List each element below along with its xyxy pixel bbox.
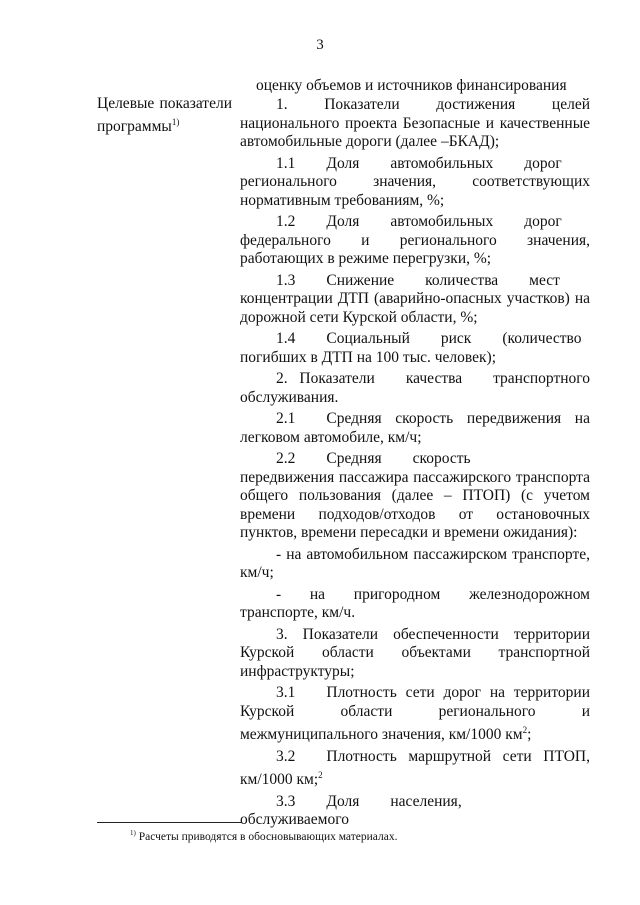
paragraph-1-2: 1.2 Доля автомобильных дорог федерального и регионального значения, работающих в режиме перегрузки, %; bbox=[240, 213, 590, 267]
superscript-2b: 2 bbox=[318, 770, 323, 781]
footnote-marker-bottom: 1) bbox=[130, 829, 136, 837]
footnote-divider bbox=[97, 822, 242, 823]
superscript-2: 2 bbox=[522, 725, 528, 735]
footnote-marker: 1) bbox=[171, 117, 180, 127]
paragraph-1-1: 1.1 Доля автомобильных дорог регионального значения, соответствующих нормативным требованиям, %; bbox=[240, 154, 590, 209]
paragraph-3-2 bbox=[240, 748, 590, 790]
page-number: 3 bbox=[316, 37, 324, 53]
paragraph-financing: оценку объемов и источников финансирования bbox=[256, 77, 567, 94]
paragraph-3-1-text: 3.1 Плотность сети дорог на территории Курской области регионального и межмуниципального значения, км/1000 км bbox=[240, 684, 590, 744]
paragraph-1-4: 1.4 Социальный риск (количество погибших в ДТП на 100 тыс. человек); bbox=[240, 330, 582, 366]
paragraph-3-1 bbox=[240, 684, 590, 745]
paragraph-3-1-end: ; bbox=[527, 726, 532, 744]
row-label-line2: программы bbox=[97, 118, 172, 136]
row-label-line1: Целевые показатели bbox=[97, 95, 232, 112]
paragraph-2: 2. Показатели качества транспортного обслуживания. bbox=[240, 370, 590, 406]
paragraph-3-2-text: 3.2 Плотность маршрутной сети ПТОП, км/1000 км; bbox=[240, 747, 590, 789]
row-label bbox=[97, 95, 232, 136]
paragraph-2-1: 2.1 Средняя скорость передвижения на легковом автомобиле, км/ч; bbox=[240, 410, 590, 446]
paragraph-2-2: 2.2 Средняя скорость передвижения пассажира пассажирского транспорта общего пользования (далее – ПТОП) (с учетом времени подходов/отходов от остановочных пунктов, времени пересадки и времени ожидания): bbox=[240, 450, 590, 541]
paragraph-rail: - на пригородном железнодорожном транспорте, км/ч. bbox=[240, 585, 590, 621]
main-text-block bbox=[240, 96, 590, 830]
paragraph-3: 3. Показатели обеспеченности территории Курской области объектами транспортной инфраструктуры; bbox=[240, 625, 590, 680]
paragraph-1-3: 1.3 Снижение количества мест концентрации ДТП (аварийно-опасных участков) на дорожной сети Курской области, %; bbox=[240, 271, 590, 326]
main-text-column bbox=[240, 77, 590, 96]
paragraph-3-3: 3.3 Доля населения, обслуживаемого bbox=[240, 792, 493, 829]
footnote-text: Расчеты приводятся в обосновывающих материалах. bbox=[135, 830, 398, 843]
paragraph-auto: - на автомобильном пассажирском транспорте, км/ч; bbox=[240, 545, 590, 581]
paragraph-1: 1. Показатели достижения целей национального проекта Безопасные и качественные автомобильные дороги (далее –БКАД); bbox=[240, 96, 590, 150]
footnote bbox=[130, 829, 397, 843]
